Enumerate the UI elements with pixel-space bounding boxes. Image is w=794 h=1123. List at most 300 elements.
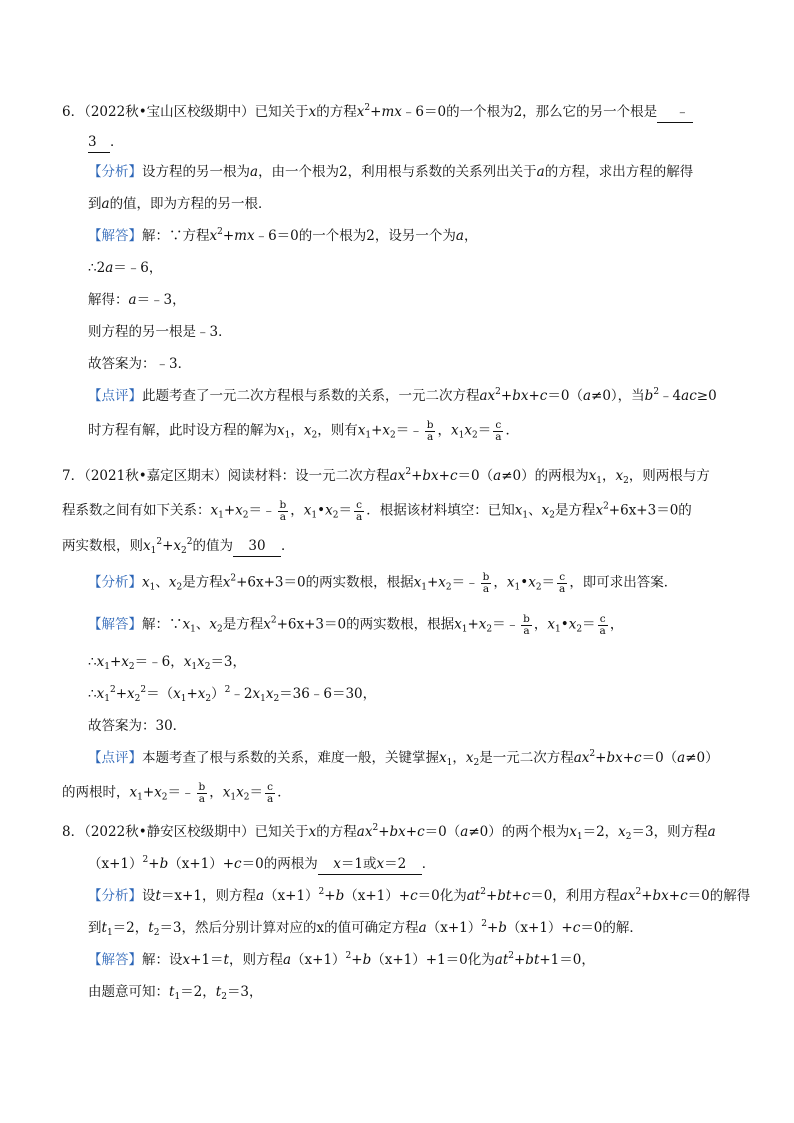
var-x: x bbox=[197, 686, 206, 702]
comment-text: 此题考查了一元二次方程根与系数的关系，一元二次方程 bbox=[142, 388, 480, 404]
comment-text: 是一元二次方程 bbox=[479, 750, 574, 766]
q6-solution-line bbox=[88, 290, 186, 310]
subscript: 2 bbox=[311, 430, 318, 441]
var-x: x bbox=[438, 574, 446, 591]
q7-stem-text: +6x+3＝0的 bbox=[608, 502, 692, 519]
subscript: 2 bbox=[134, 694, 141, 704]
op: • bbox=[560, 616, 569, 633]
subscript: 2 bbox=[445, 582, 452, 593]
analysis-text: ＝3，然后分别计算对应的x的值可确定方程 bbox=[159, 920, 419, 936]
analysis-text: ， bbox=[493, 574, 507, 591]
comma: ， bbox=[601, 468, 616, 484]
period: ． bbox=[421, 856, 436, 872]
comment-text: ＝ bbox=[249, 784, 263, 801]
q7-stem-text: 是方程 bbox=[554, 502, 596, 519]
subscript: 1 bbox=[284, 430, 291, 441]
var-x: x bbox=[308, 824, 317, 840]
q6-solution-line: 则方程的另一根是﹣3． bbox=[88, 324, 232, 340]
solution-text: ， bbox=[533, 616, 548, 633]
numerator: b bbox=[426, 419, 434, 431]
var-x: x bbox=[308, 104, 317, 120]
var-x: x bbox=[197, 654, 205, 670]
analysis-text: 的方程，求出方程的解得 bbox=[544, 164, 694, 180]
var-ax: ax bbox=[573, 750, 590, 766]
var-x: x bbox=[376, 856, 385, 872]
exponent: 2 bbox=[318, 887, 325, 897]
comment-text: ＝﹣ bbox=[395, 422, 423, 439]
q7-solution-line bbox=[88, 652, 246, 672]
solution-text: +1＝0， bbox=[539, 952, 595, 968]
q7-stem-text: ＝0（ bbox=[457, 468, 494, 484]
solution-text: 解得： bbox=[88, 292, 129, 308]
var-x: x bbox=[618, 824, 626, 840]
var-ax: ax bbox=[619, 888, 636, 904]
comma: ， bbox=[290, 422, 304, 439]
exponent: 2 bbox=[635, 887, 642, 897]
exponent: 2 bbox=[589, 749, 596, 759]
exponent: 2 bbox=[270, 615, 277, 626]
solution-text: ＝3， bbox=[210, 654, 247, 670]
q7-label: 7．（2021秋•嘉定区期末） bbox=[62, 468, 228, 484]
q8-stem-text: ＝2， bbox=[582, 824, 619, 840]
var-x: x bbox=[121, 654, 129, 670]
subscript: 1 bbox=[104, 662, 110, 672]
exponent: 2 bbox=[140, 685, 147, 695]
subscript: 1 bbox=[311, 510, 318, 521]
solution-text: 解：∵ bbox=[142, 616, 183, 633]
q6-analysis-line-2 bbox=[88, 194, 272, 214]
fraction-b-over-a bbox=[521, 614, 532, 636]
var-ax: ax bbox=[479, 388, 496, 404]
var-x: x bbox=[222, 574, 231, 591]
subscript: 1 bbox=[576, 832, 583, 842]
subscript: 1 bbox=[174, 992, 181, 1002]
solution-text: ＝ bbox=[582, 616, 596, 633]
solution-text: ，则方程 bbox=[228, 952, 283, 968]
var-x: x bbox=[182, 952, 191, 968]
q7-stem-text: 程系数之间有如下关系： bbox=[62, 502, 211, 519]
var-x: x bbox=[129, 784, 138, 801]
subscript: 1 bbox=[514, 582, 521, 593]
q8-stem-line bbox=[62, 822, 716, 842]
var-c: c bbox=[410, 888, 418, 904]
var-b: b bbox=[362, 952, 372, 968]
comment-tag: 【点评】 bbox=[88, 750, 142, 766]
subscript: 1 bbox=[260, 694, 266, 704]
solution-tag: 【解答】 bbox=[88, 952, 142, 968]
numerator: b bbox=[523, 613, 530, 625]
var-x: x bbox=[168, 574, 177, 591]
subscript: 1 bbox=[461, 624, 468, 635]
solution-tag: 【解答】 bbox=[88, 616, 142, 633]
var-x: x bbox=[357, 422, 366, 439]
var-x: x bbox=[127, 686, 135, 702]
fraction-b-over-a bbox=[197, 782, 208, 804]
comment-text: ≠0），当 bbox=[591, 388, 645, 404]
answer-blank: ﹣ bbox=[657, 102, 693, 123]
q8-stem-text: ≠0）的两个根为 bbox=[468, 824, 570, 840]
subscript: 2 bbox=[205, 694, 212, 704]
comment-text: ． bbox=[277, 784, 291, 801]
subscript: 2 bbox=[161, 792, 168, 803]
op: + bbox=[223, 502, 236, 519]
op: + bbox=[411, 468, 423, 484]
analysis-text: （x+1） bbox=[264, 888, 319, 904]
solution-text: ， bbox=[609, 616, 624, 633]
q7-stem-text: 、 bbox=[528, 502, 542, 519]
subscript: 2 bbox=[128, 662, 135, 672]
op: + bbox=[378, 824, 390, 840]
var-c: +c bbox=[438, 468, 458, 484]
q8-solution-line: 【解答】解：设x+1＝t，则方程$a(x+1)^2+b(x+1)+1=0$化为$at^2+bt+1=0$， bbox=[88, 951, 595, 968]
var-x: x bbox=[154, 784, 162, 801]
subscript: 1 bbox=[365, 430, 372, 441]
op: + bbox=[467, 616, 479, 633]
analysis-text: 设 bbox=[142, 888, 156, 904]
op: • bbox=[520, 574, 529, 591]
solution-text: ＝﹣ bbox=[492, 616, 520, 633]
q7-stem-text: 阅读材料：设一元二次方程 bbox=[227, 468, 390, 484]
q7-stem-text: 的值为 bbox=[192, 538, 233, 554]
solution-text: ∴2 bbox=[88, 260, 106, 276]
var-x: x bbox=[450, 422, 459, 439]
numerator: b bbox=[198, 781, 206, 793]
var-x: x bbox=[235, 502, 243, 519]
analysis-text: （x+1） bbox=[426, 920, 482, 936]
op: + bbox=[109, 654, 122, 670]
q7-comment-line bbox=[88, 748, 719, 768]
op: + bbox=[371, 422, 383, 439]
var-a: a bbox=[105, 260, 114, 276]
var-ac: ac bbox=[681, 388, 697, 404]
op: + bbox=[148, 856, 160, 872]
answer-text: ＝2 bbox=[384, 856, 407, 872]
var-x: x bbox=[209, 228, 218, 244]
solution-text: ﹣2 bbox=[230, 686, 253, 702]
denominator: a bbox=[523, 624, 530, 637]
subscript: 1 bbox=[104, 694, 110, 704]
var-x: x bbox=[541, 502, 550, 519]
numerator: c bbox=[559, 571, 566, 583]
var-x: x bbox=[265, 686, 274, 702]
subscript: 2 bbox=[221, 992, 227, 1002]
var-at: at bbox=[466, 888, 481, 904]
subscript: 2 bbox=[153, 928, 160, 938]
solution-text: 是方程 bbox=[222, 616, 264, 633]
op: + bbox=[486, 920, 499, 936]
q6-stem-text: 已知关于 bbox=[254, 104, 309, 120]
solution-text: ＝36﹣6＝30， bbox=[279, 686, 377, 702]
op: + bbox=[142, 784, 155, 801]
var-x: x bbox=[595, 502, 604, 519]
exponent: 2 bbox=[142, 855, 149, 865]
q7-analysis-line bbox=[88, 572, 677, 594]
comment-text: ≠0） bbox=[685, 750, 719, 766]
q7-stem-line-2 bbox=[62, 500, 692, 522]
var-a: a bbox=[707, 824, 716, 840]
var-a: a bbox=[677, 750, 686, 766]
comment-text: ＝﹣ bbox=[167, 784, 195, 801]
subscript: 1 bbox=[446, 758, 453, 768]
q6-comment-line bbox=[88, 386, 717, 406]
var-c: +c bbox=[528, 388, 548, 404]
analysis-tag: 【分析】 bbox=[88, 574, 142, 591]
analysis-tag: 【分析】 bbox=[88, 888, 142, 904]
exponent: 2 bbox=[480, 887, 486, 897]
subscript: 1 bbox=[150, 546, 157, 556]
var-b: b bbox=[159, 856, 169, 872]
exponent: 2 bbox=[224, 685, 231, 695]
q6-solution-line bbox=[88, 226, 477, 246]
q7-stem-text: ＝﹣ bbox=[248, 502, 276, 519]
var-x: x bbox=[303, 502, 312, 519]
q8-label: 8．（2022秋•静安区校级期中） bbox=[62, 824, 255, 840]
op: + bbox=[162, 538, 174, 554]
comment-text: ＝0（ bbox=[547, 388, 583, 404]
q7-stem-text: ．根据该材料填空：已知 bbox=[366, 502, 515, 519]
subscript: 2 bbox=[625, 832, 632, 842]
comment-text: 的两根时， bbox=[62, 784, 130, 801]
denominator: a bbox=[355, 510, 363, 523]
op: + bbox=[186, 686, 198, 702]
q7-stem-line-3 bbox=[62, 536, 295, 557]
q8-stem-text: ＝0（ bbox=[424, 824, 461, 840]
fraction-b-over-a bbox=[425, 420, 436, 442]
var-ax: ax bbox=[389, 468, 406, 484]
var-x: x bbox=[506, 574, 515, 591]
analysis-text: ，由一个根为2，利用根与系数的关系列出关于 bbox=[258, 164, 537, 180]
var-x: x bbox=[96, 654, 105, 670]
op: + bbox=[513, 952, 526, 968]
var-x: x bbox=[182, 616, 191, 633]
var-bx: bx bbox=[606, 750, 623, 766]
fraction-c-over-a bbox=[598, 614, 608, 636]
subscript: 1 bbox=[149, 582, 156, 593]
subscript: 1 bbox=[137, 792, 143, 803]
solution-text: ＝（ bbox=[146, 686, 174, 702]
subscript: 1 bbox=[458, 430, 465, 441]
solution-text: 由题意可知： bbox=[88, 984, 169, 1000]
exponent: 2 bbox=[405, 467, 412, 477]
q6-answer-line bbox=[88, 132, 124, 153]
op: + bbox=[641, 888, 653, 904]
var-x: x bbox=[263, 616, 271, 633]
subscript: 2 bbox=[390, 430, 396, 441]
var-c: +c bbox=[622, 750, 642, 766]
solution-text: ， bbox=[463, 228, 478, 244]
var-a: a bbox=[460, 824, 469, 840]
subscript: 2 bbox=[181, 546, 187, 556]
numerator: c bbox=[495, 419, 502, 431]
q7-solution-line bbox=[88, 684, 376, 704]
var-bx: bx bbox=[422, 468, 439, 484]
var-x: x bbox=[325, 502, 333, 519]
op: + bbox=[426, 574, 439, 591]
exponent: 2 bbox=[481, 919, 487, 929]
q7-stem-text: ≠0）的两根为 bbox=[501, 468, 589, 484]
exponent: 2 bbox=[345, 951, 352, 961]
answer-blank: 30 bbox=[233, 536, 281, 557]
comment-text: ﹣4 bbox=[659, 388, 682, 404]
exponent: 2 bbox=[156, 537, 163, 547]
comment-tag: 【点评】 bbox=[88, 388, 142, 404]
var-a: a bbox=[493, 468, 502, 484]
analysis-text: （x+1）+ bbox=[344, 888, 411, 904]
var-bx: bx bbox=[389, 824, 406, 840]
subscript: 1 bbox=[106, 928, 113, 938]
var-bx: bx bbox=[512, 388, 529, 404]
solution-text: ＝﹣6， bbox=[134, 654, 184, 670]
q7-comment-line-2 bbox=[62, 782, 291, 804]
var-x: x bbox=[528, 574, 536, 591]
var-t: t bbox=[101, 920, 107, 936]
period: ． bbox=[110, 134, 124, 150]
answer-blank bbox=[318, 854, 422, 875]
q8-stem-text: ＝0的两根为 bbox=[241, 856, 318, 872]
denominator: a bbox=[426, 430, 434, 443]
var-a: a bbox=[255, 888, 265, 904]
numerator: b bbox=[482, 571, 490, 583]
comment-text: ，则有 bbox=[317, 422, 358, 439]
analysis-text: ，即可求出答案． bbox=[569, 574, 678, 591]
subscript: 1 bbox=[596, 476, 602, 486]
analysis-text: 是方程 bbox=[182, 574, 223, 591]
solution-tag: 【解答】 bbox=[88, 228, 142, 244]
subscript: 1 bbox=[191, 662, 198, 672]
op: + bbox=[485, 888, 498, 904]
subscript: 1 bbox=[190, 624, 196, 635]
var-t: t bbox=[155, 888, 161, 904]
analysis-text: （x+1）+ bbox=[506, 920, 573, 936]
subscript: 1 bbox=[218, 510, 224, 521]
analysis-text: 设方程的另一根为 bbox=[142, 164, 250, 180]
solution-text: ＝﹣3， bbox=[136, 292, 186, 308]
var-x: x bbox=[547, 616, 555, 633]
comment-text: ， bbox=[209, 784, 223, 801]
var-x: x bbox=[382, 422, 391, 439]
analysis-text: ＝0，利用方程 bbox=[530, 888, 620, 904]
var-b: b bbox=[644, 388, 654, 404]
subscript: 1 bbox=[421, 582, 427, 593]
var-x: x bbox=[356, 104, 365, 120]
op: + bbox=[115, 686, 127, 702]
var-b: b bbox=[498, 920, 507, 936]
denominator: a bbox=[198, 792, 206, 805]
q7-stem-text: ， bbox=[290, 502, 304, 519]
subscript: 1 bbox=[554, 624, 561, 635]
op: + bbox=[595, 750, 607, 766]
var-c: c bbox=[572, 920, 581, 936]
comment-text: ≥0 bbox=[696, 388, 717, 404]
var-at: at bbox=[494, 952, 509, 968]
q7-stem-text: ，则两根与方 bbox=[628, 468, 710, 484]
var-x: x bbox=[569, 824, 577, 840]
numerator: c bbox=[267, 781, 274, 793]
exponent: 2 bbox=[508, 951, 514, 961]
var-x: x bbox=[173, 686, 181, 702]
denominator: a bbox=[266, 792, 274, 805]
q8-stem-text: 的方程 bbox=[316, 824, 357, 840]
var-x: x bbox=[183, 654, 192, 670]
var-t: t bbox=[223, 952, 229, 968]
exponent: 2 bbox=[364, 103, 371, 113]
exponent: 2 bbox=[186, 537, 193, 547]
var-x: x bbox=[478, 616, 487, 633]
var-a: a bbox=[282, 952, 292, 968]
analysis-text: 的值，即为方程的另一根． bbox=[109, 196, 272, 212]
op: + bbox=[190, 952, 202, 968]
op: + bbox=[222, 228, 235, 244]
solution-text: ﹣6＝0的一个根为2，设另一个为 bbox=[254, 228, 456, 244]
subscript: 2 bbox=[471, 430, 478, 441]
q7-stem-text: ＝ bbox=[338, 502, 352, 519]
subscript: 1 bbox=[522, 510, 529, 521]
comma: ， bbox=[452, 750, 466, 766]
analysis-text: ＝0化为 bbox=[417, 888, 467, 904]
exponent: 2 bbox=[372, 823, 379, 833]
denominator: a bbox=[559, 582, 566, 595]
q8-stem-text: 已知关于 bbox=[254, 824, 309, 840]
var-a: a bbox=[101, 196, 110, 212]
var-x: x bbox=[588, 468, 597, 484]
var-a: a bbox=[582, 388, 592, 404]
exponent: 2 bbox=[109, 685, 116, 695]
period: ． bbox=[281, 538, 295, 554]
subscript: 2 bbox=[332, 510, 339, 521]
var-bt: bt bbox=[497, 888, 512, 904]
comment-text: ＝0（ bbox=[641, 750, 678, 766]
subscript: 2 bbox=[243, 792, 250, 803]
var-mx: mx bbox=[234, 228, 255, 244]
numerator: c bbox=[599, 613, 606, 625]
q8-analysis-line bbox=[88, 886, 750, 906]
solution-text: （x+1） bbox=[291, 952, 346, 968]
q8-stem-line-2 bbox=[88, 854, 435, 875]
q8-analysis-line-2 bbox=[88, 918, 643, 938]
subscript: 1 bbox=[230, 792, 237, 803]
subscript: 2 bbox=[273, 694, 280, 704]
op: + bbox=[351, 952, 363, 968]
q7-stem-line bbox=[62, 466, 710, 486]
subscript: 2 bbox=[216, 624, 223, 635]
var-t: t bbox=[169, 984, 175, 1000]
var-x: x bbox=[615, 468, 624, 484]
fraction-c-over-a bbox=[265, 782, 275, 804]
q8-solution-line bbox=[88, 982, 263, 1002]
answer-text: ＝1或 bbox=[340, 856, 377, 872]
var-t: t bbox=[215, 984, 222, 1000]
var-c: +c bbox=[405, 824, 425, 840]
var-x: x bbox=[277, 422, 285, 439]
fraction-c-over-a bbox=[557, 572, 567, 594]
var-x: x bbox=[568, 616, 577, 633]
solution-text: 解：设 bbox=[142, 952, 183, 968]
q7-stem-text: 两实数根，则 bbox=[62, 538, 143, 554]
var-a: a bbox=[536, 164, 545, 180]
var-b: b bbox=[335, 888, 345, 904]
q6-comment-line-2: 时方程有解，此时设方程的解为$x_1$，$x_2$，则有$x_1+x_2=﹣$ $\frac{b}{a}$ ，$x_1x_2=$ $\frac{c}{a}$ ． bbox=[88, 419, 519, 443]
denominator: a bbox=[495, 430, 502, 443]
var-x: x bbox=[96, 686, 105, 702]
fraction-b-over-a bbox=[278, 500, 289, 522]
q8-stem-text: （x+1）+ bbox=[168, 856, 235, 872]
op: + bbox=[324, 888, 336, 904]
subscript: 2 bbox=[486, 624, 493, 635]
subscript: 2 bbox=[549, 510, 555, 521]
solution-text: ∴ bbox=[88, 654, 97, 670]
var-x: x bbox=[439, 750, 447, 766]
var-x: x bbox=[454, 616, 462, 633]
